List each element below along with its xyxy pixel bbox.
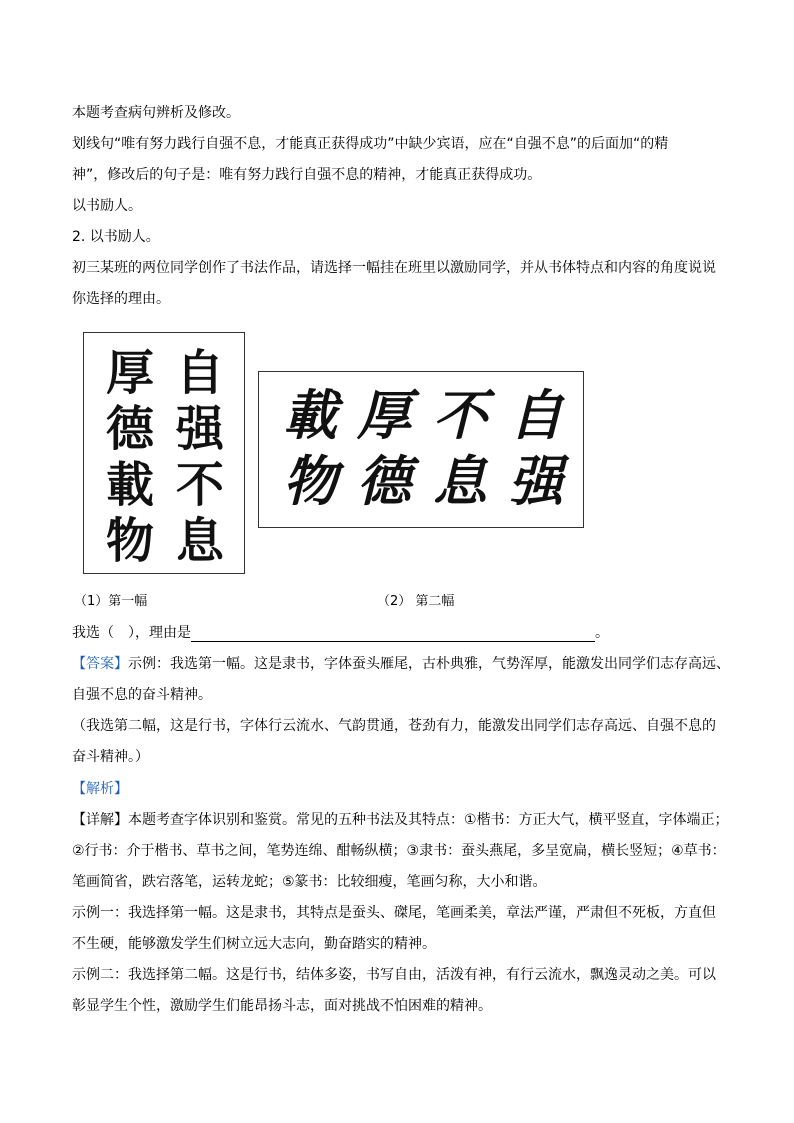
answer-line-3: （我选第二幅，这是行书，字体行云流水、气韵贯通，苍劲有力，能激发出同学们志存高远、自强不息的 (72, 718, 716, 734)
cal2-char-5: 厚 (357, 383, 411, 447)
answer-text-1: 示例：我选第一幅。这是隶书，字体蚕头雁尾，古朴典雅，气势浑厚，能激发出同学们志存高远、 (128, 656, 730, 672)
answer-tag: 【答案】 (72, 656, 128, 672)
detail-line-2: ②行书：介于楷书、草书之间，笔势连绵、酣畅纵横；③隶书：蚕头燕尾，多呈宽扁，横长竖短；④草书： (72, 843, 726, 859)
cal2-char-3: 不 (433, 383, 487, 447)
line-intro: 本题考查病句辨析及修改。 (72, 105, 240, 121)
detail-text-1: 本题考查字体识别和鉴赏。常见的五种书法及其特点：①楷书：方正大气，横平竖直，字体端正； (128, 812, 729, 828)
line-explanation-1: 划线句“唯有努力践行自强不息，才能真正获得成功”中缺少宾语，应在“自强不息”的后面加“的精 (72, 136, 669, 152)
cal1-char-1: 自 (175, 345, 224, 401)
answer-line-4: 奋斗精神。） (72, 749, 149, 765)
detail-line-1 (72, 811, 729, 829)
question-text-1: 初三某班的两位同学创作了书法作品，请选择一幅挂在班里以激励同学，并从书体特点和内容的角度说说 (72, 260, 716, 276)
fill-suffix: 。 (595, 625, 609, 641)
answer-line-1 (72, 655, 730, 673)
example-1-line-1: 示例一：我选择第一幅。这是隶书，其特点是蚕头、磔尾，笔画柔美，章法严谨，严肃但不死板，方直但 (72, 905, 716, 921)
line-explanation-2: 神”，修改后的句子是：唯有努力践行自强不息的精神，才能真正获得成功。 (72, 167, 542, 183)
caption-work-2: （2） 第二幅 (377, 594, 455, 609)
answer-blank[interactable] (191, 627, 595, 642)
cal2-char-1: 自 (509, 383, 563, 447)
answer-line-2: 自强不息的奋斗精神。 (72, 687, 212, 703)
calligraphy-work-1 (83, 332, 245, 574)
cal1-char-3: 不 (175, 457, 224, 513)
question-text-2: 你选择的理由。 (72, 291, 170, 307)
cal1-char-8: 物 (105, 513, 154, 569)
example-2-line-2: 彰显学生个性，激励学生们能昂扬斗志，面对挑战不怕困难的精神。 (72, 998, 492, 1014)
detail-line-3: 笔画简省，跌宕落笔，运转龙蛇；⑤篆书：比较细瘦，笔画匀称，大小和谐。 (72, 874, 547, 890)
cal1-char-4: 息 (175, 513, 224, 569)
cal1-char-7: 載 (105, 457, 154, 513)
cal1-char-5: 厚 (105, 345, 154, 401)
question-number: 2. 以书励人。 (72, 229, 160, 245)
cal2-char-4: 息 (433, 449, 487, 513)
cal2-char-2: 强 (509, 449, 563, 513)
cal1-char-2: 强 (175, 401, 224, 457)
example-1-line-2: 不生硬，能够激发学生们树立远大志向，勤奋踏实的精神。 (72, 936, 436, 952)
cal2-char-8: 物 (283, 449, 337, 513)
example-2-line-1: 示例二：我选择第二幅。这是行书，结体多姿，书写自由，活泼有神，有行云流水，飘逸灵动之美。可以 (72, 967, 716, 983)
calligraphy-work-2 (258, 371, 584, 528)
analysis-tag: 【解析】 (72, 781, 128, 797)
detail-tag: 【详解】 (72, 812, 128, 828)
cal2-char-7: 載 (283, 383, 337, 447)
caption-work-1: （1）第一幅 (74, 594, 148, 609)
fill-prefix: 我选（ ），理由是 (72, 625, 191, 641)
cal1-char-6: 德 (105, 401, 154, 457)
fill-in-line (72, 624, 609, 642)
line-heading: 以书励人。 (72, 198, 142, 214)
cal2-char-6: 德 (357, 449, 411, 513)
